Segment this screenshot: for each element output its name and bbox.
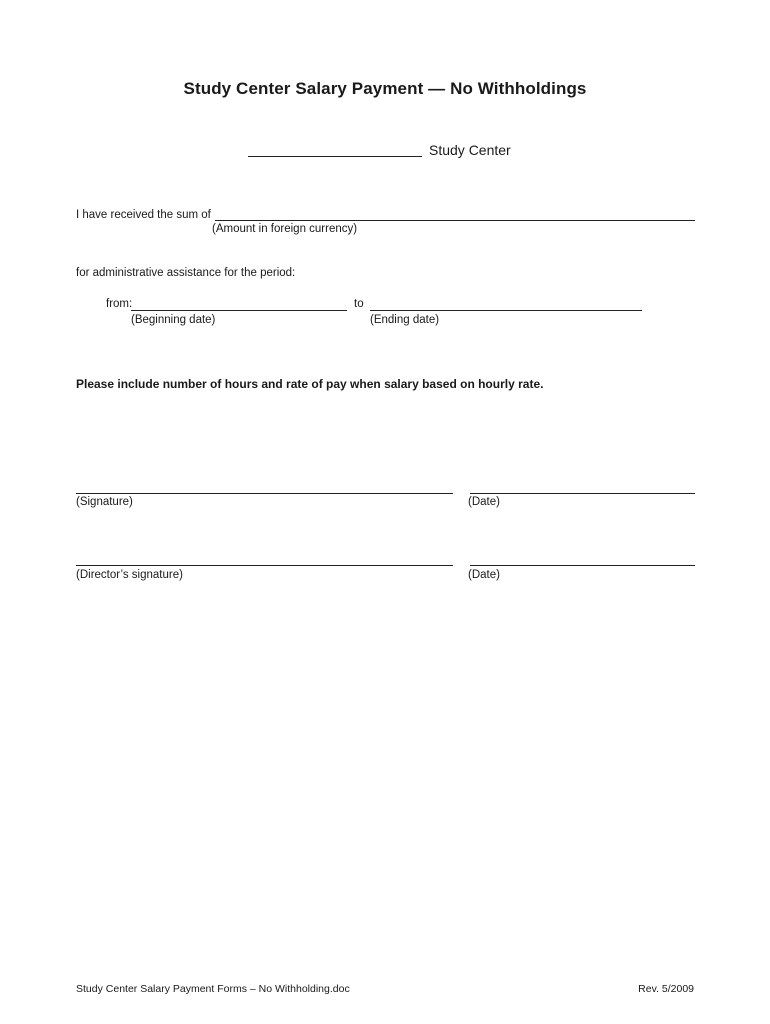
director-date-caption: (Date) [468,569,500,581]
footer-filename: Study Center Salary Payment Forms – No Withholding.doc [76,983,350,995]
study-center-label: Study Center [429,142,511,158]
page-title: Study Center Salary Payment — No Withholdings [183,79,587,98]
beginning-date-field[interactable] [131,310,347,311]
from-label: from: [106,298,133,310]
ending-date-field[interactable] [370,310,642,311]
signature-date-field[interactable] [470,493,695,494]
hourly-rate-note: Please include number of hours and rate of pay when salary based on hourly rate. [76,377,544,391]
signature-date-caption: (Date) [468,496,500,508]
signature-field[interactable] [76,493,453,494]
footer-revision: Rev. 5/2009 [638,983,694,995]
signature-caption: (Signature) [76,496,133,508]
study-center-field[interactable] [248,156,422,157]
director-signature-caption: (Director’s signature) [76,569,183,581]
ending-date-caption: (Ending date) [370,314,440,326]
beginning-date-caption: (Beginning date) [131,314,216,326]
period-label: for administrative assistance for the period: [76,267,296,279]
amount-caption: (Amount in foreign currency) [212,223,358,235]
to-label: to [354,298,364,310]
sum-label: I have received the sum of [76,209,211,221]
director-date-field[interactable] [470,565,695,566]
amount-field[interactable] [215,220,695,221]
director-signature-field[interactable] [76,565,453,566]
